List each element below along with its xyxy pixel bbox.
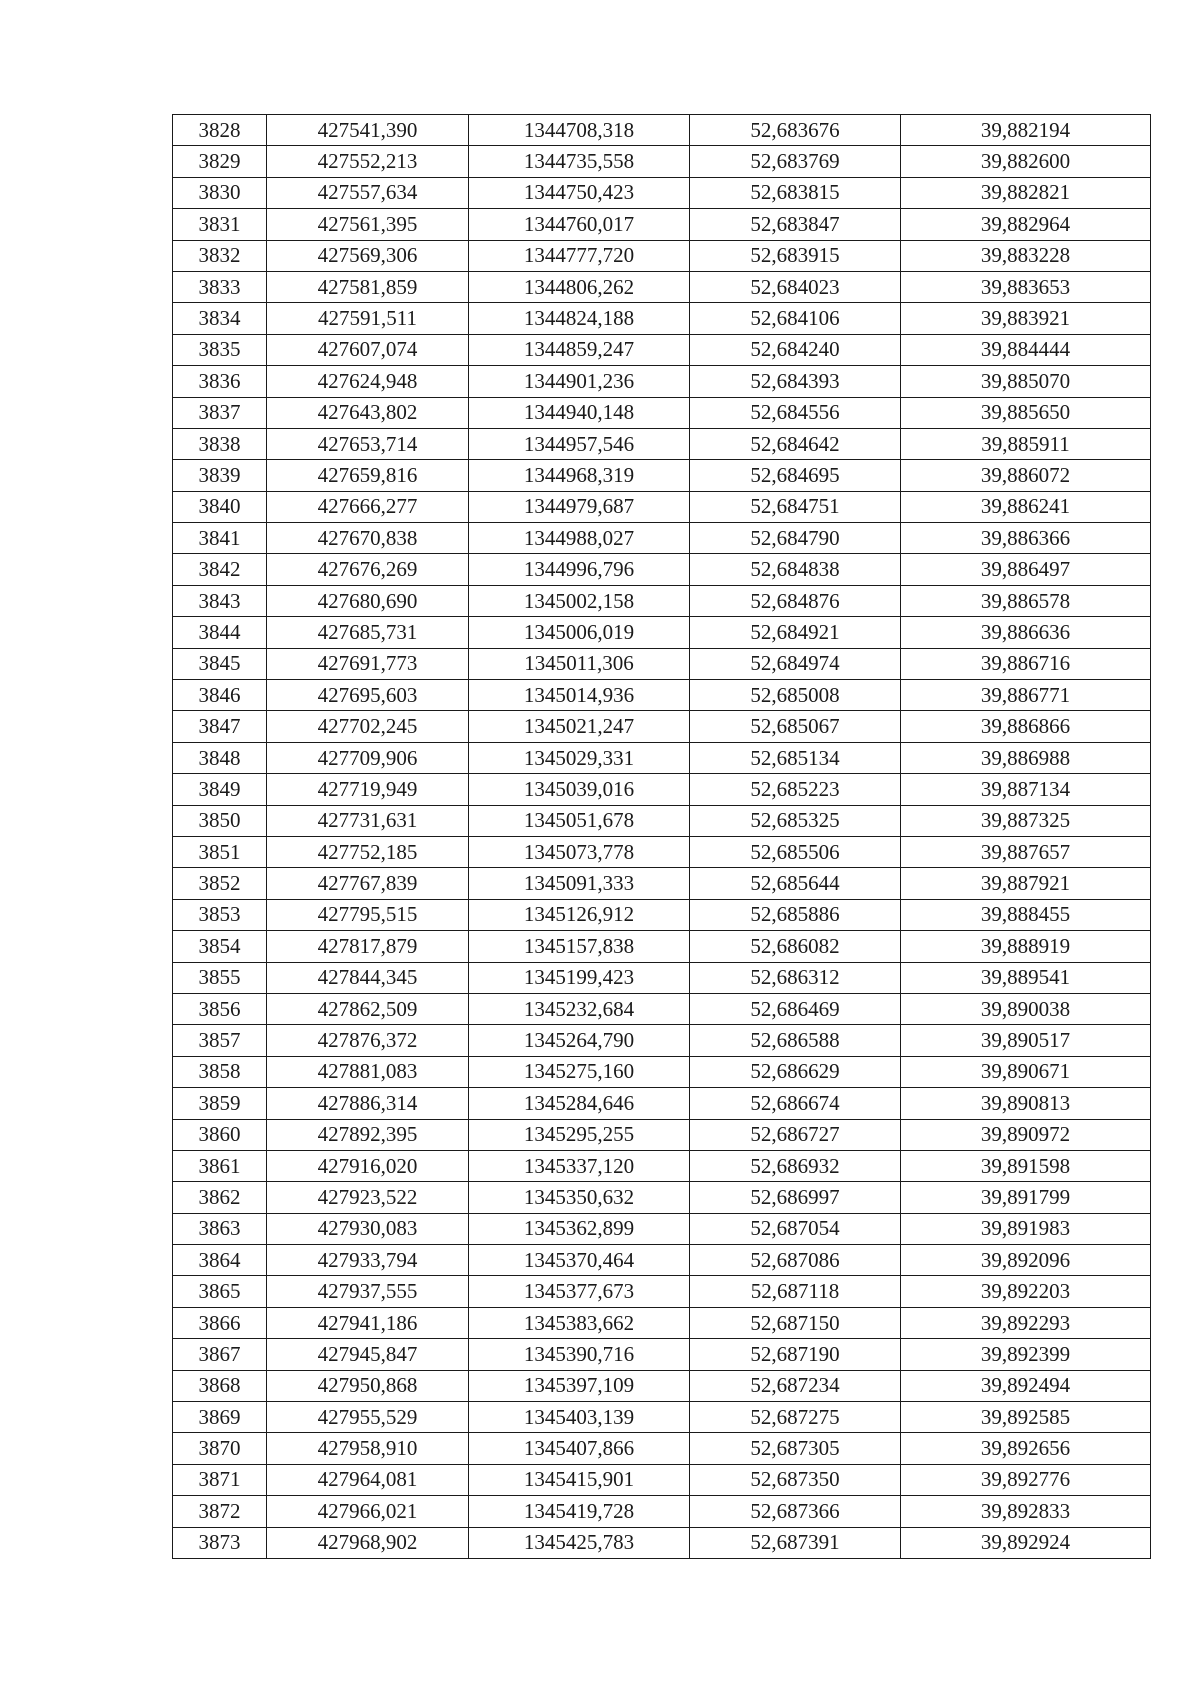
longitude-cell: 39,883921: [901, 303, 1151, 334]
table-row: [173, 460, 1151, 491]
longitude-cell: 39,890813: [901, 1088, 1151, 1119]
table-row: [173, 993, 1151, 1024]
y-coordinate-cell: 1344979,687: [469, 491, 690, 522]
y-coordinate-cell: 1345407,866: [469, 1433, 690, 1464]
latitude-cell: 52,687054: [690, 1213, 901, 1244]
table-row: [173, 836, 1151, 867]
y-coordinate-cell: 1344940,148: [469, 397, 690, 428]
latitude-cell: 52,683815: [690, 177, 901, 208]
latitude-cell: 52,687118: [690, 1276, 901, 1307]
x-coordinate-cell: 427844,345: [267, 962, 469, 993]
table-row: [173, 523, 1151, 554]
longitude-cell: 39,888455: [901, 899, 1151, 930]
point-number-cell: 3862: [173, 1182, 267, 1213]
x-coordinate-cell: 427950,868: [267, 1370, 469, 1401]
point-number-cell: 3867: [173, 1339, 267, 1370]
longitude-cell: 39,882600: [901, 146, 1151, 177]
latitude-cell: 52,685223: [690, 774, 901, 805]
table-row: [173, 711, 1151, 742]
x-coordinate-cell: 427881,083: [267, 1056, 469, 1087]
point-number-cell: 3845: [173, 648, 267, 679]
point-number-cell: 3873: [173, 1527, 267, 1558]
x-coordinate-cell: 427541,390: [267, 115, 469, 146]
latitude-cell: 52,683847: [690, 209, 901, 240]
table-row: [173, 868, 1151, 899]
longitude-cell: 39,886241: [901, 491, 1151, 522]
x-coordinate-cell: 427767,839: [267, 868, 469, 899]
longitude-cell: 39,892096: [901, 1245, 1151, 1276]
y-coordinate-cell: 1344968,319: [469, 460, 690, 491]
latitude-cell: 52,684240: [690, 334, 901, 365]
table-row: [173, 1150, 1151, 1181]
latitude-cell: 52,687366: [690, 1496, 901, 1527]
point-number-cell: 3833: [173, 271, 267, 302]
point-number-cell: 3829: [173, 146, 267, 177]
x-coordinate-cell: 427892,395: [267, 1119, 469, 1150]
point-number-cell: 3841: [173, 523, 267, 554]
longitude-cell: 39,884444: [901, 334, 1151, 365]
x-coordinate-cell: 427581,859: [267, 271, 469, 302]
point-number-cell: 3828: [173, 115, 267, 146]
x-coordinate-cell: 427680,690: [267, 585, 469, 616]
point-number-cell: 3869: [173, 1402, 267, 1433]
longitude-cell: 39,890038: [901, 993, 1151, 1024]
x-coordinate-cell: 427937,555: [267, 1276, 469, 1307]
longitude-cell: 39,886497: [901, 554, 1151, 585]
longitude-cell: 39,890517: [901, 1025, 1151, 1056]
x-coordinate-cell: 427966,021: [267, 1496, 469, 1527]
table-row: [173, 491, 1151, 522]
point-number-cell: 3866: [173, 1307, 267, 1338]
latitude-cell: 52,683915: [690, 240, 901, 271]
longitude-cell: 39,890671: [901, 1056, 1151, 1087]
longitude-cell: 39,887325: [901, 805, 1151, 836]
y-coordinate-cell: 1345284,646: [469, 1088, 690, 1119]
longitude-cell: 39,883653: [901, 271, 1151, 302]
point-number-cell: 3830: [173, 177, 267, 208]
longitude-cell: 39,890972: [901, 1119, 1151, 1150]
table-row: [173, 334, 1151, 365]
point-number-cell: 3834: [173, 303, 267, 334]
x-coordinate-cell: 427933,794: [267, 1245, 469, 1276]
latitude-cell: 52,684023: [690, 271, 901, 302]
latitude-cell: 52,684556: [690, 397, 901, 428]
table-row: [173, 1088, 1151, 1119]
y-coordinate-cell: 1345397,109: [469, 1370, 690, 1401]
y-coordinate-cell: 1344777,720: [469, 240, 690, 271]
table-row: [173, 1402, 1151, 1433]
table-row: [173, 680, 1151, 711]
point-number-cell: 3843: [173, 585, 267, 616]
y-coordinate-cell: 1345014,936: [469, 680, 690, 711]
longitude-cell: 39,891598: [901, 1150, 1151, 1181]
table-row: [173, 428, 1151, 459]
y-coordinate-cell: 1345232,684: [469, 993, 690, 1024]
point-number-cell: 3844: [173, 617, 267, 648]
longitude-cell: 39,891983: [901, 1213, 1151, 1244]
latitude-cell: 52,687150: [690, 1307, 901, 1338]
latitude-cell: 52,684751: [690, 491, 901, 522]
x-coordinate-cell: 427552,213: [267, 146, 469, 177]
x-coordinate-cell: 427930,083: [267, 1213, 469, 1244]
x-coordinate-cell: 427557,634: [267, 177, 469, 208]
x-coordinate-cell: 427643,802: [267, 397, 469, 428]
table-row: [173, 1496, 1151, 1527]
latitude-cell: 52,687305: [690, 1433, 901, 1464]
table-row: [173, 146, 1151, 177]
latitude-cell: 52,685008: [690, 680, 901, 711]
latitude-cell: 52,684921: [690, 617, 901, 648]
point-number-cell: 3854: [173, 931, 267, 962]
latitude-cell: 52,687190: [690, 1339, 901, 1370]
longitude-cell: 39,892585: [901, 1402, 1151, 1433]
longitude-cell: 39,892203: [901, 1276, 1151, 1307]
x-coordinate-cell: 427941,186: [267, 1307, 469, 1338]
latitude-cell: 52,684695: [690, 460, 901, 491]
table-row: [173, 209, 1151, 240]
longitude-cell: 39,886716: [901, 648, 1151, 679]
y-coordinate-cell: 1344806,262: [469, 271, 690, 302]
latitude-cell: 52,687391: [690, 1527, 901, 1558]
y-coordinate-cell: 1344901,236: [469, 366, 690, 397]
latitude-cell: 52,686997: [690, 1182, 901, 1213]
y-coordinate-cell: 1345029,331: [469, 742, 690, 773]
x-coordinate-cell: 427968,902: [267, 1527, 469, 1558]
coordinates-table-body: [173, 115, 1151, 1559]
x-coordinate-cell: 427676,269: [267, 554, 469, 585]
table-row: [173, 1025, 1151, 1056]
y-coordinate-cell: 1344859,247: [469, 334, 690, 365]
x-coordinate-cell: 427695,603: [267, 680, 469, 711]
x-coordinate-cell: 427876,372: [267, 1025, 469, 1056]
longitude-cell: 39,882194: [901, 115, 1151, 146]
table-row: [173, 115, 1151, 146]
point-number-cell: 3856: [173, 993, 267, 1024]
latitude-cell: 52,686932: [690, 1150, 901, 1181]
table-row: [173, 271, 1151, 302]
table-row: [173, 1370, 1151, 1401]
x-coordinate-cell: 427659,816: [267, 460, 469, 491]
point-number-cell: 3836: [173, 366, 267, 397]
y-coordinate-cell: 1344957,546: [469, 428, 690, 459]
latitude-cell: 52,686469: [690, 993, 901, 1024]
table-row: [173, 1213, 1151, 1244]
table-row: [173, 397, 1151, 428]
y-coordinate-cell: 1345425,783: [469, 1527, 690, 1558]
table-row: [173, 1276, 1151, 1307]
y-coordinate-cell: 1345011,306: [469, 648, 690, 679]
latitude-cell: 52,686588: [690, 1025, 901, 1056]
x-coordinate-cell: 427731,631: [267, 805, 469, 836]
longitude-cell: 39,892293: [901, 1307, 1151, 1338]
y-coordinate-cell: 1344996,796: [469, 554, 690, 585]
table-row: [173, 742, 1151, 773]
point-number-cell: 3835: [173, 334, 267, 365]
x-coordinate-cell: 427923,522: [267, 1182, 469, 1213]
point-number-cell: 3853: [173, 899, 267, 930]
longitude-cell: 39,888919: [901, 931, 1151, 962]
y-coordinate-cell: 1345337,120: [469, 1150, 690, 1181]
latitude-cell: 52,685506: [690, 836, 901, 867]
y-coordinate-cell: 1345091,333: [469, 868, 690, 899]
x-coordinate-cell: 427591,511: [267, 303, 469, 334]
table-row: [173, 899, 1151, 930]
point-number-cell: 3832: [173, 240, 267, 271]
y-coordinate-cell: 1344988,027: [469, 523, 690, 554]
x-coordinate-cell: 427691,773: [267, 648, 469, 679]
table-row: [173, 1527, 1151, 1558]
longitude-cell: 39,887657: [901, 836, 1151, 867]
longitude-cell: 39,892399: [901, 1339, 1151, 1370]
latitude-cell: 52,684974: [690, 648, 901, 679]
point-number-cell: 3858: [173, 1056, 267, 1087]
latitude-cell: 52,685067: [690, 711, 901, 742]
point-number-cell: 3831: [173, 209, 267, 240]
y-coordinate-cell: 1344750,423: [469, 177, 690, 208]
point-number-cell: 3842: [173, 554, 267, 585]
y-coordinate-cell: 1345295,255: [469, 1119, 690, 1150]
x-coordinate-cell: 427702,245: [267, 711, 469, 742]
latitude-cell: 52,687234: [690, 1370, 901, 1401]
table-row: [173, 1119, 1151, 1150]
point-number-cell: 3860: [173, 1119, 267, 1150]
x-coordinate-cell: 427795,515: [267, 899, 469, 930]
latitude-cell: 52,686629: [690, 1056, 901, 1087]
y-coordinate-cell: 1345370,464: [469, 1245, 690, 1276]
x-coordinate-cell: 427719,949: [267, 774, 469, 805]
longitude-cell: 39,885070: [901, 366, 1151, 397]
longitude-cell: 39,882964: [901, 209, 1151, 240]
x-coordinate-cell: 427964,081: [267, 1464, 469, 1495]
table-row: [173, 1433, 1151, 1464]
y-coordinate-cell: 1345199,423: [469, 962, 690, 993]
table-row: [173, 774, 1151, 805]
table-row: [173, 617, 1151, 648]
point-number-cell: 3838: [173, 428, 267, 459]
table-row: [173, 554, 1151, 585]
x-coordinate-cell: 427945,847: [267, 1339, 469, 1370]
latitude-cell: 52,686727: [690, 1119, 901, 1150]
latitude-cell: 52,686312: [690, 962, 901, 993]
table-row: [173, 366, 1151, 397]
latitude-cell: 52,687350: [690, 1464, 901, 1495]
y-coordinate-cell: 1345419,728: [469, 1496, 690, 1527]
table-row: [173, 962, 1151, 993]
point-number-cell: 3837: [173, 397, 267, 428]
point-number-cell: 3850: [173, 805, 267, 836]
point-number-cell: 3859: [173, 1088, 267, 1119]
y-coordinate-cell: 1344708,318: [469, 115, 690, 146]
point-number-cell: 3861: [173, 1150, 267, 1181]
point-number-cell: 3871: [173, 1464, 267, 1495]
table-row: [173, 1307, 1151, 1338]
point-number-cell: 3863: [173, 1213, 267, 1244]
x-coordinate-cell: 427817,879: [267, 931, 469, 962]
table-row: [173, 931, 1151, 962]
latitude-cell: 52,685644: [690, 868, 901, 899]
point-number-cell: 3846: [173, 680, 267, 711]
x-coordinate-cell: 427752,185: [267, 836, 469, 867]
x-coordinate-cell: 427862,509: [267, 993, 469, 1024]
y-coordinate-cell: 1345051,678: [469, 805, 690, 836]
longitude-cell: 39,891799: [901, 1182, 1151, 1213]
point-number-cell: 3840: [173, 491, 267, 522]
point-number-cell: 3857: [173, 1025, 267, 1056]
y-coordinate-cell: 1345006,019: [469, 617, 690, 648]
y-coordinate-cell: 1344735,558: [469, 146, 690, 177]
y-coordinate-cell: 1345350,632: [469, 1182, 690, 1213]
x-coordinate-cell: 427569,306: [267, 240, 469, 271]
point-number-cell: 3864: [173, 1245, 267, 1276]
y-coordinate-cell: 1344824,188: [469, 303, 690, 334]
longitude-cell: 39,892494: [901, 1370, 1151, 1401]
table-row: [173, 1182, 1151, 1213]
table-row: [173, 240, 1151, 271]
x-coordinate-cell: 427955,529: [267, 1402, 469, 1433]
longitude-cell: 39,887921: [901, 868, 1151, 899]
latitude-cell: 52,684876: [690, 585, 901, 616]
x-coordinate-cell: 427685,731: [267, 617, 469, 648]
x-coordinate-cell: 427709,906: [267, 742, 469, 773]
table-row: [173, 177, 1151, 208]
x-coordinate-cell: 427916,020: [267, 1150, 469, 1181]
x-coordinate-cell: 427607,074: [267, 334, 469, 365]
longitude-cell: 39,886866: [901, 711, 1151, 742]
point-number-cell: 3852: [173, 868, 267, 899]
point-number-cell: 3848: [173, 742, 267, 773]
x-coordinate-cell: 427666,277: [267, 491, 469, 522]
y-coordinate-cell: 1345383,662: [469, 1307, 690, 1338]
latitude-cell: 52,686674: [690, 1088, 901, 1119]
latitude-cell: 52,685886: [690, 899, 901, 930]
y-coordinate-cell: 1345275,160: [469, 1056, 690, 1087]
point-number-cell: 3865: [173, 1276, 267, 1307]
latitude-cell: 52,683676: [690, 115, 901, 146]
table-row: [173, 303, 1151, 334]
point-number-cell: 3849: [173, 774, 267, 805]
latitude-cell: 52,684838: [690, 554, 901, 585]
y-coordinate-cell: 1345021,247: [469, 711, 690, 742]
y-coordinate-cell: 1344760,017: [469, 209, 690, 240]
longitude-cell: 39,892656: [901, 1433, 1151, 1464]
point-number-cell: 3851: [173, 836, 267, 867]
longitude-cell: 39,886988: [901, 742, 1151, 773]
longitude-cell: 39,892833: [901, 1496, 1151, 1527]
coordinates-table: [172, 114, 1151, 1559]
longitude-cell: 39,885650: [901, 397, 1151, 428]
latitude-cell: 52,686082: [690, 931, 901, 962]
table-row: [173, 1245, 1151, 1276]
y-coordinate-cell: 1345002,158: [469, 585, 690, 616]
longitude-cell: 39,886072: [901, 460, 1151, 491]
longitude-cell: 39,886771: [901, 680, 1151, 711]
y-coordinate-cell: 1345264,790: [469, 1025, 690, 1056]
latitude-cell: 52,687086: [690, 1245, 901, 1276]
point-number-cell: 3868: [173, 1370, 267, 1401]
y-coordinate-cell: 1345403,139: [469, 1402, 690, 1433]
y-coordinate-cell: 1345377,673: [469, 1276, 690, 1307]
y-coordinate-cell: 1345126,912: [469, 899, 690, 930]
longitude-cell: 39,885911: [901, 428, 1151, 459]
x-coordinate-cell: 427561,395: [267, 209, 469, 240]
y-coordinate-cell: 1345390,716: [469, 1339, 690, 1370]
point-number-cell: 3872: [173, 1496, 267, 1527]
x-coordinate-cell: 427653,714: [267, 428, 469, 459]
latitude-cell: 52,683769: [690, 146, 901, 177]
longitude-cell: 39,889541: [901, 962, 1151, 993]
table-row: [173, 1339, 1151, 1370]
table-row: [173, 648, 1151, 679]
latitude-cell: 52,685325: [690, 805, 901, 836]
longitude-cell: 39,886578: [901, 585, 1151, 616]
x-coordinate-cell: 427886,314: [267, 1088, 469, 1119]
point-number-cell: 3847: [173, 711, 267, 742]
latitude-cell: 52,685134: [690, 742, 901, 773]
longitude-cell: 39,892776: [901, 1464, 1151, 1495]
point-number-cell: 3839: [173, 460, 267, 491]
table-row: [173, 1056, 1151, 1087]
y-coordinate-cell: 1345039,016: [469, 774, 690, 805]
longitude-cell: 39,892924: [901, 1527, 1151, 1558]
longitude-cell: 39,883228: [901, 240, 1151, 271]
latitude-cell: 52,684642: [690, 428, 901, 459]
x-coordinate-cell: 427670,838: [267, 523, 469, 554]
longitude-cell: 39,887134: [901, 774, 1151, 805]
x-coordinate-cell: 427958,910: [267, 1433, 469, 1464]
latitude-cell: 52,684393: [690, 366, 901, 397]
latitude-cell: 52,684790: [690, 523, 901, 554]
longitude-cell: 39,886636: [901, 617, 1151, 648]
table-row: [173, 805, 1151, 836]
table-row: [173, 1464, 1151, 1495]
point-number-cell: 3870: [173, 1433, 267, 1464]
point-number-cell: 3855: [173, 962, 267, 993]
table-row: [173, 585, 1151, 616]
x-coordinate-cell: 427624,948: [267, 366, 469, 397]
y-coordinate-cell: 1345415,901: [469, 1464, 690, 1495]
y-coordinate-cell: 1345362,899: [469, 1213, 690, 1244]
y-coordinate-cell: 1345073,778: [469, 836, 690, 867]
latitude-cell: 52,687275: [690, 1402, 901, 1433]
longitude-cell: 39,882821: [901, 177, 1151, 208]
y-coordinate-cell: 1345157,838: [469, 931, 690, 962]
longitude-cell: 39,886366: [901, 523, 1151, 554]
latitude-cell: 52,684106: [690, 303, 901, 334]
